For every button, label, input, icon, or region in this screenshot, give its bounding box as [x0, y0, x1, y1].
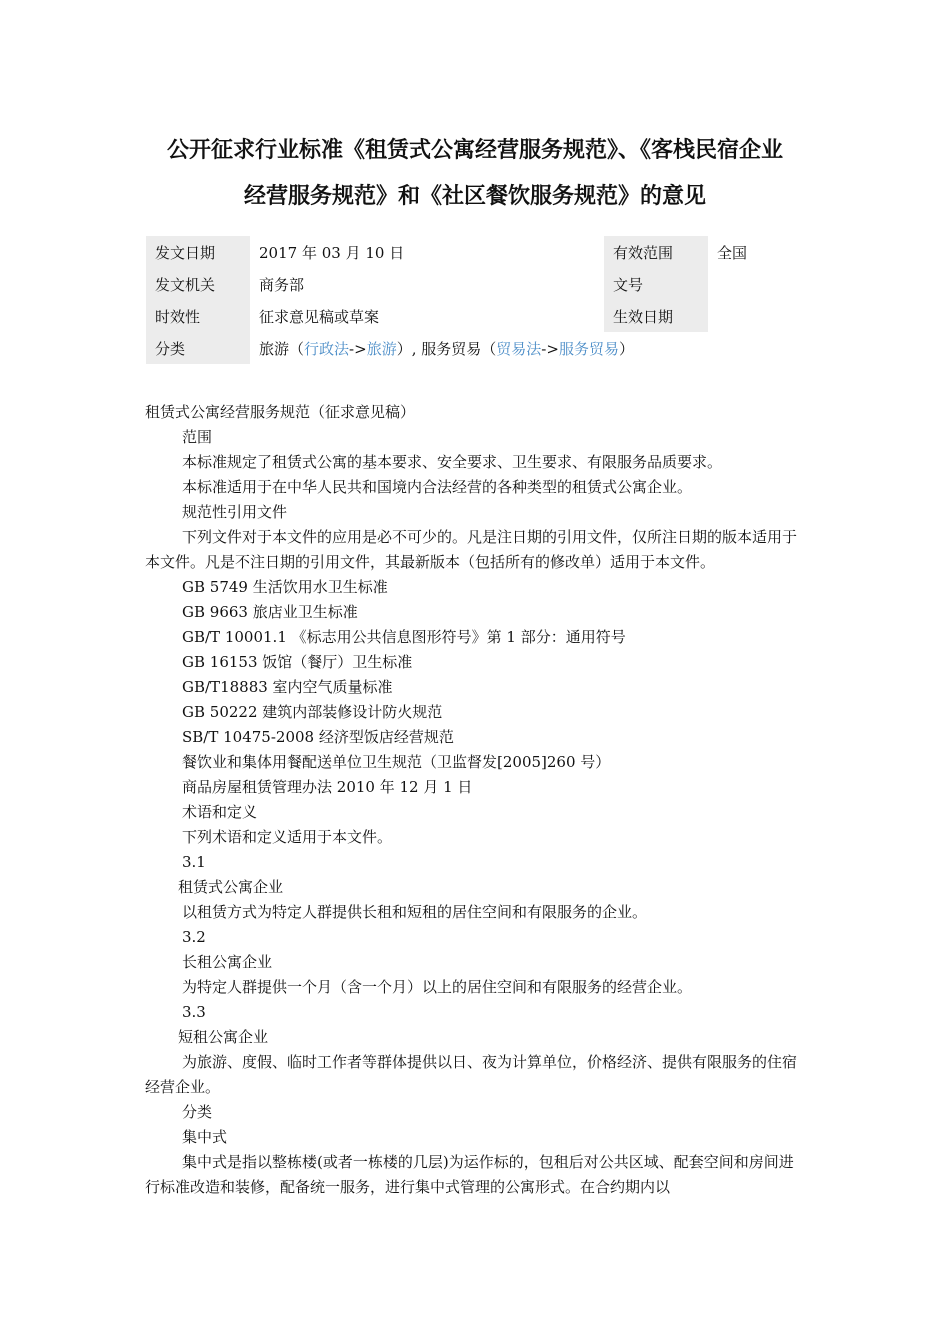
category-arrow-2: -> [541, 339, 559, 358]
category-text-2: 服务贸易 [421, 339, 482, 358]
paragraph: 租赁式公寓经营服务规范（征求意见稿） [145, 403, 416, 421]
reference-item: 商品房屋租赁管理办法 2010 年 12 月 1 日 [182, 778, 473, 796]
category-text-1: 旅游 [259, 339, 290, 358]
term-definition: 为旅游、度假、临时工作者等群体提供以日、夜为计算单位，价格经济、提供有限服务的住宿经营企业。 [145, 1053, 798, 1096]
agency-value: 商务部 [259, 275, 305, 294]
meta-row-category [146, 332, 806, 364]
paragraph: 下列文件对于本文件的应用是必不可少的。凡是注日期的引用文件，仅所注日期的版本适用于本文件。凡是不注日期的引用文件，其最新版本（包括所有的修改单）适用于本文件。 [145, 528, 798, 571]
term-number: 3.1 [182, 853, 206, 871]
reference-item: GB 5749 生活饮用水卫生标准 [182, 578, 388, 596]
category-paren-3: （ [481, 339, 497, 358]
section-heading: 术语和定义 [182, 803, 258, 821]
reference-item: GB/T 10001.1 《标志用公共信息图形符号》第 1 部分：通用符号 [182, 628, 626, 646]
term-number: 3.3 [182, 1003, 206, 1021]
reference-item: GB 50222 建筑内部装修设计防火规范 [182, 703, 443, 721]
docno-value [708, 268, 806, 300]
category-paren-2: ）, [396, 339, 422, 358]
scope-label: 有效范围 [604, 236, 708, 268]
term-name: 长租公寓企业 [182, 953, 273, 971]
docno-label: 文号 [604, 268, 708, 300]
reference-item: 餐饮业和集体用餐配送单位卫生规范（卫监督发[2005]260 号） [182, 753, 611, 771]
reference-item: SB/T 10475-2008 经济型饭店经营规范 [182, 728, 454, 746]
term-number: 3.2 [182, 928, 206, 946]
document-title [130, 128, 820, 220]
link-tourism[interactable]: 旅游 [366, 339, 397, 358]
section-heading: 规范性引用文件 [182, 503, 288, 521]
title-line-1: 公开征求行业标准《租赁式公寓经营服务规范》、《客栈民宿企业 [166, 138, 783, 163]
meta-row-agency [146, 268, 806, 300]
effective-value [708, 300, 806, 332]
effective-label: 生效日期 [604, 300, 708, 332]
link-trade-law[interactable]: 贸易法 [496, 339, 542, 358]
document-body [145, 400, 807, 1200]
subsection-heading: 集中式 [182, 1128, 228, 1146]
validity-label: 时效性 [146, 300, 250, 332]
term-name: 租赁式公寓企业 [178, 878, 284, 896]
section-heading: 范围 [182, 428, 213, 446]
paragraph: 集中式是指以整栋楼(或者一栋楼的几层)为运作标的，包租后对公共区域、配套空间和房间进行标准改造和装修，配备统一服务，进行集中式管理的公寓形式。在合约期内以 [145, 1153, 794, 1196]
meta-row-date [146, 236, 806, 268]
category-paren-1: （ [289, 339, 305, 358]
paragraph: 本标准适用于在中华人民共和国境内合法经营的各种类型的租赁式公寓企业。 [182, 478, 693, 496]
meta-row-validity [146, 300, 806, 332]
scope-value: 全国 [717, 243, 748, 262]
category-arrow-1: -> [349, 339, 367, 358]
date-label: 发文日期 [146, 236, 250, 268]
category-paren-4: ） [618, 339, 634, 358]
category-value [250, 332, 806, 364]
paragraph: 下列术语和定义适用于本文件。 [182, 828, 393, 846]
metadata-table [146, 236, 806, 364]
reference-item: GB 16153 饭馆（餐厅）卫生标准 [182, 653, 413, 671]
term-definition: 以租赁方式为特定人群提供长租和短租的居住空间和有限服务的企业。 [182, 903, 648, 921]
validity-value: 征求意见稿或草案 [259, 307, 380, 326]
agency-label: 发文机关 [146, 268, 250, 300]
date-value: 2017 年 03 月 10 日 [259, 243, 405, 262]
term-definition: 为特定人群提供一个月（含一个月）以上的居住空间和有限服务的经营企业。 [182, 978, 693, 996]
category-label: 分类 [146, 332, 250, 364]
paragraph: 本标准规定了租赁式公寓的基本要求、安全要求、卫生要求、有限服务品质要求。 [182, 453, 723, 471]
reference-item: GB/T18883 室内空气质量标准 [182, 678, 393, 696]
link-service-trade[interactable]: 服务贸易 [558, 339, 619, 358]
reference-item: GB 9663 旅店业卫生标准 [182, 603, 358, 621]
term-name: 短租公寓企业 [178, 1028, 269, 1046]
link-administrative-law[interactable]: 行政法 [304, 339, 350, 358]
section-heading: 分类 [182, 1103, 213, 1121]
title-line-2: 经营服务规范》和《社区餐饮服务规范》的意见 [243, 184, 706, 209]
